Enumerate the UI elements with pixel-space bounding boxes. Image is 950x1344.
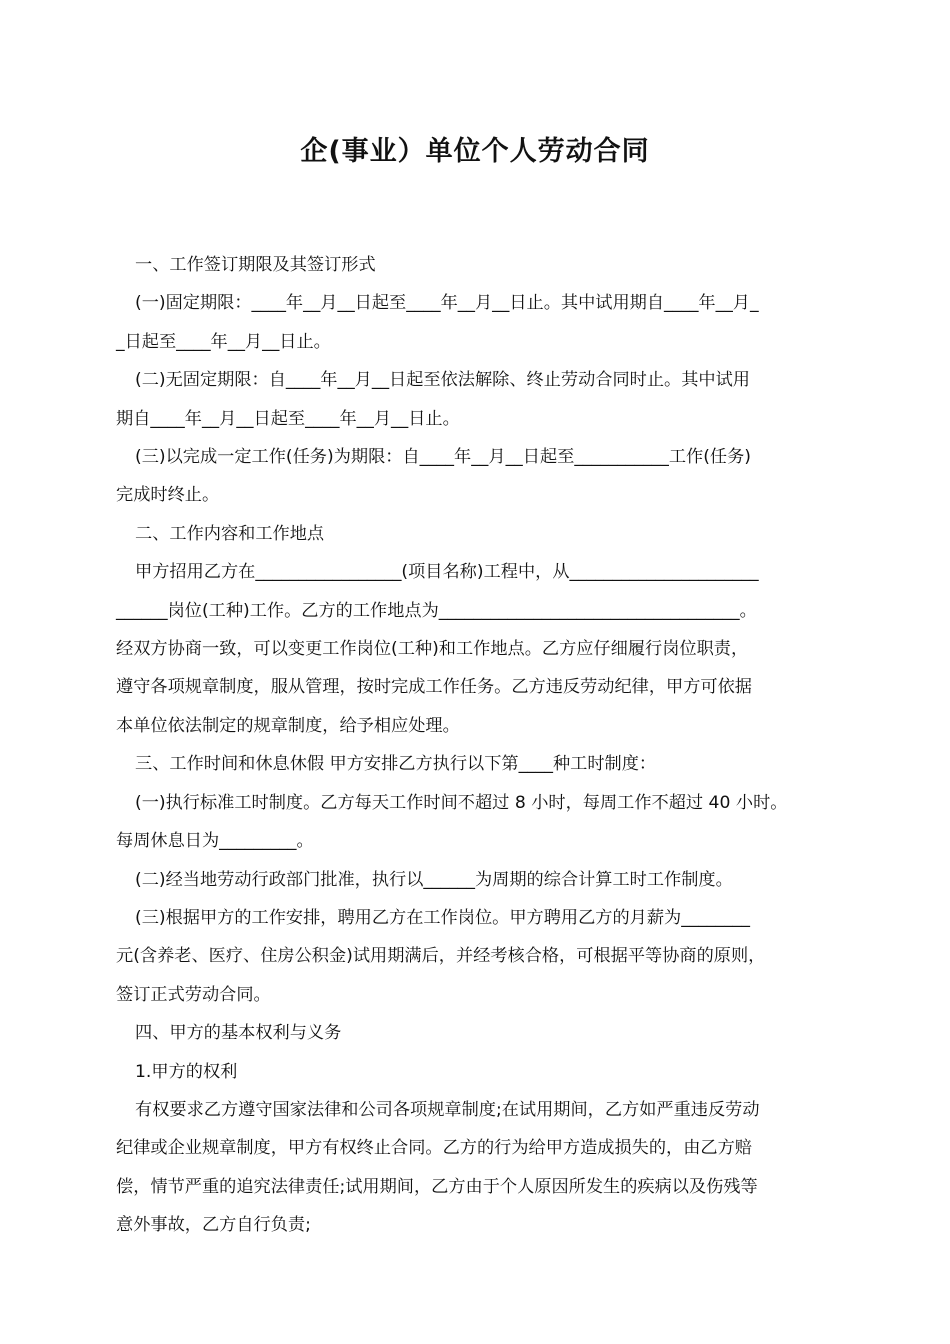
paragraph-line: (二)经当地劳动行政部门批准，执行以______为周期的综合计算工时工作制度。 <box>135 869 733 890</box>
paragraph-line: 甲方招用乙方在_________________(项目名称)工程中，从______________________ <box>135 562 759 583</box>
paragraph-line: 1.甲方的权利 <box>135 1061 238 1082</box>
paragraph-line: 每周休息日为_________。 <box>116 831 314 852</box>
paragraph-line: 四、甲方的基本权利与义务 <box>135 1023 342 1044</box>
paragraph-line: 经双方协商一致，可以变更工作岗位(工种)和工作地点。乙方应仔细履行岗位职责， <box>116 639 749 660</box>
paragraph-line: 完成时终止。 <box>116 485 220 506</box>
paragraph-line: 本单位依法制定的规章制度，给予相应处理。 <box>116 715 460 736</box>
document-title: 企(事业）单位个人劳动合同 <box>300 136 650 167</box>
paragraph-line: (二)无固定期限：自____年__月__日起至依法解除、终止劳动合同时止。其中试用 <box>135 370 750 391</box>
paragraph-line: 遵守各项规章制度，服从管理，按时完成工作任务。乙方违反劳动纪律，甲方可依据 <box>116 677 752 698</box>
paragraph-line: (三)根据甲方的工作安排，聘用乙方在工作岗位。甲方聘用乙方的月薪为________ <box>135 907 750 928</box>
document-body <box>116 246 846 1245</box>
paragraph-line: _日起至____年__月__日止。 <box>116 331 331 352</box>
paragraph-line: ______岗位(工种)工作。乙方的工作地点为___________________________________。 <box>116 600 757 621</box>
paragraph-line: 元(含养老、医疗、住房公积金)试用期满后，并经考核合格，可根据平等协商的原则， <box>116 946 766 967</box>
paragraph-line: 有权要求乙方遵守国家法律和公司各项规章制度;在试用期间，乙方如严重违反劳动 <box>135 1099 760 1120</box>
paragraph-line: 一、工作签订期限及其签订形式 <box>135 255 376 275</box>
paragraph-line: 期自____年__月__日起至____年__月__日止。 <box>116 408 460 429</box>
paragraph-line: 二、工作内容和工作地点 <box>135 523 325 544</box>
paragraph-line: 意外事故，乙方自行负责; <box>116 1215 311 1236</box>
paragraph-line: 偿，情节严重的追究法律责任;试用期间，乙方由于个人原因所发生的疾病以及伤残等 <box>116 1176 758 1197</box>
paragraph-line: (一)执行标准工时制度。乙方每天工作时间不超过 8 小时，每周工作不超过 40 小时。 <box>135 792 788 813</box>
paragraph-line: 纪律或企业规章制度，甲方有权终止合同。乙方的行为给甲方造成损失的，由乙方赔 <box>116 1138 752 1159</box>
paragraph-line: (三)以完成一定工作(任务)为期限：自____年__月__日起至___________工作(任务) <box>135 447 752 468</box>
paragraph-line: (一)固定期限：____年__月__日起至____年__月__日止。其中试用期自____年__月_ <box>135 293 759 314</box>
paragraph-line: 三、工作时间和休息休假 甲方安排乙方执行以下第____种工时制度： <box>135 754 657 775</box>
paragraph-line: 签订正式劳动合同。 <box>116 984 271 1005</box>
